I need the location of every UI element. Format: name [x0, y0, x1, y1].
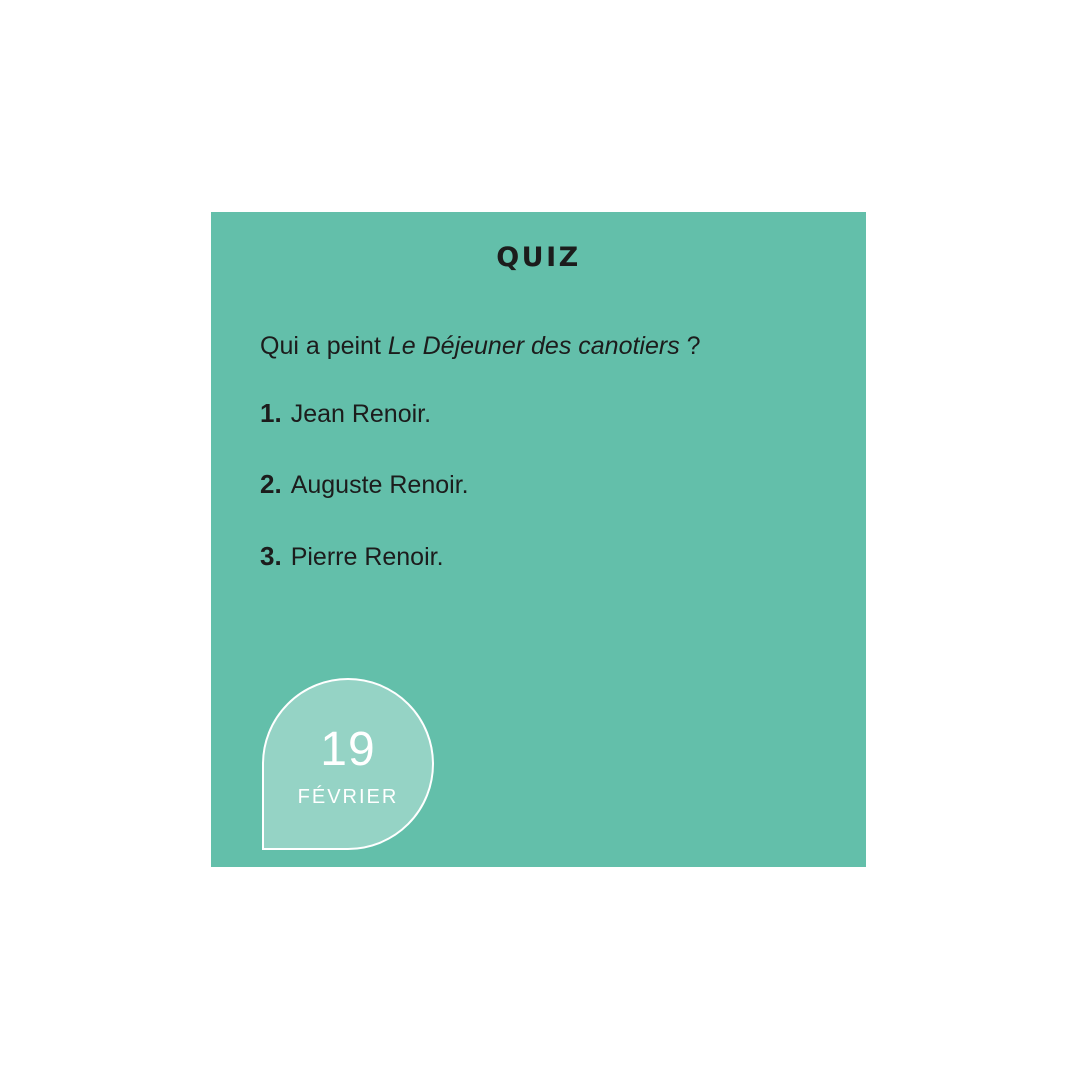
quiz-content — [260, 330, 830, 612]
date-month-label: FÉVRIER — [297, 785, 399, 808]
answer-option-3[interactable] — [260, 540, 830, 574]
date-badge — [262, 678, 434, 850]
answer-number: 2. — [260, 469, 282, 500]
question-prefix: Qui a peint — [260, 332, 388, 360]
date-day-value: 19 — [320, 722, 376, 776]
answer-option-2[interactable] — [260, 468, 830, 502]
answer-label: Pierre Renoir. — [290, 543, 444, 572]
answer-option-1[interactable] — [260, 397, 830, 431]
question-text — [260, 330, 830, 363]
answer-label: Auguste Renoir. — [290, 471, 469, 500]
question-artwork-title: Le Déjeuner des canotiers — [387, 332, 680, 360]
answer-number: 1. — [260, 397, 282, 428]
answer-label: Jean Renoir. — [290, 399, 432, 428]
quiz-card — [211, 212, 866, 867]
quiz-header-label: QUIZ — [496, 242, 581, 273]
answer-number: 3. — [260, 541, 282, 572]
question-suffix: ? — [679, 332, 701, 360]
